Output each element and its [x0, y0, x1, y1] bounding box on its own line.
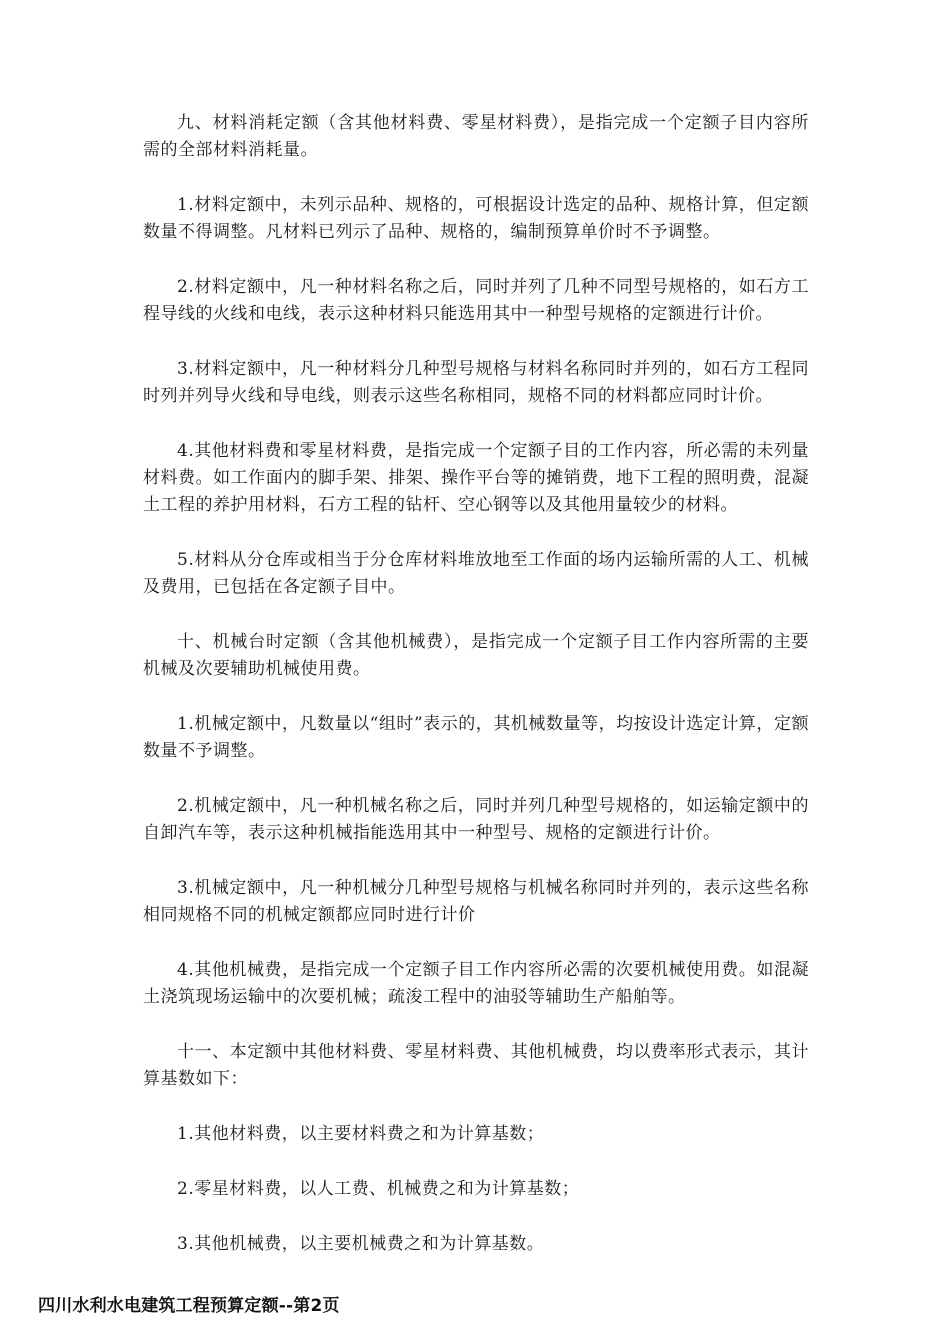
- paragraph-10-2: 2.机械定额中，凡一种机械名称之后，同时并列几种型号规格的，如运输定额中的自卸汽车等，表示这种机械指能选用其中一种型号、规格的定额进行计价。: [143, 796, 809, 843]
- paragraph-9-5: 5.材料从分仓库或相当于分仓库材料堆放地至工作面的场内运输所需的人工、机械及费用，已包括在各定额子目中。: [143, 550, 809, 597]
- paragraph-section-10: 十、机械台时定额（含其他机械费），是指完成一个定额子目工作内容所需的主要机械及次要辅助机械使用费。: [143, 632, 809, 679]
- paragraph-10-4: 4.其他机械费，是指完成一个定额子目工作内容所必需的次要机械使用费。如混凝土浇筑现场运输中的次要机械；疏浚工程中的油驳等辅助生产船舶等。: [143, 960, 809, 1007]
- paragraph-9-2: 2.材料定额中，凡一种材料名称之后，同时并列了几种不同型号规格的，如石方工程导线的火线和电线，表示这种材料只能选用其中一种型号规格的定额进行计价。: [143, 277, 809, 324]
- document-body: [143, 110, 809, 1286]
- paragraph-11-3: 3.其他机械费，以主要机械费之和为计算基数。: [177, 1234, 545, 1254]
- page-footer: 四川水利水电建筑工程预算定额--第2页: [38, 1296, 340, 1316]
- paragraph-9-1: 1.材料定额中，未列示品种、规格的，可根据设计选定的品种、规格计算，但定额数量不得调整。凡材料已列示了品种、规格的，编制预算单价时不予调整。: [143, 195, 809, 242]
- paragraph-11-2: 2.零星材料费，以人工费、机械费之和为计算基数；: [177, 1179, 580, 1199]
- paragraph-10-3: 3.机械定额中，凡一种机械分几种型号规格与机械名称同时并列的，表示这些名称相同规格不同的机械定额都应同时进行计价: [143, 878, 809, 925]
- paragraph-section-11: 十一、本定额中其他材料费、零星材料费、其他机械费，均以费率形式表示，其计算基数如下：: [143, 1042, 809, 1089]
- paragraph-10-1: 1.机械定额中，凡数量以“组时”表示的，其机械数量等，均按设计选定计算，定额数量不予调整。: [143, 714, 809, 761]
- paragraph-section-9: 九、材料消耗定额（含其他材料费、零星材料费），是指完成一个定额子目内容所需的全部材料消耗量。: [143, 113, 809, 160]
- paragraph-9-3: 3.材料定额中，凡一种材料分几种型号规格与材料名称同时并列的，如石方工程同时列并列导火线和导电线，则表示这些名称相同，规格不同的材料都应同时计价。: [143, 359, 809, 406]
- paragraph-11-1: 1.其他材料费，以主要材料费之和为计算基数；: [177, 1124, 545, 1144]
- paragraph-9-4: 4.其他材料费和零星材料费，是指完成一个定额子目的工作内容，所必需的未列量材料费。如工作面内的脚手架、排架、操作平台等的摊销费，地下工程的照明费，混凝土工程的养护用材料，石方工程的钻杆、空心钢等以及其他用量较少的材料。: [143, 441, 809, 515]
